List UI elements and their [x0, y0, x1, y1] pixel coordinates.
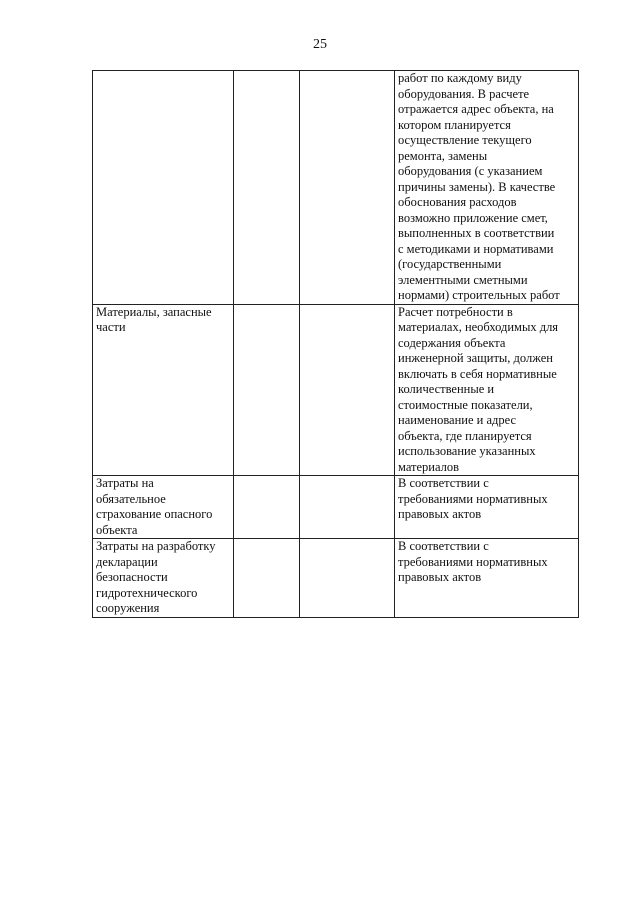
cost-item-cell: Материалы, запасные части: [93, 304, 234, 476]
justification-cell: В соответствии с требованиями нормативных правовых актов: [395, 539, 579, 618]
justification-cell: Расчет потребности в материалах, необходимых для содержания объекта инженерной защиты, должен включать в себя нормативные количественные и стоимостные показатели, наименование и адрес объекта, где планируется использование указанных материалов: [395, 304, 579, 476]
empty-cell: [300, 304, 395, 476]
justification-cell: В соответствии с требованиями нормативных правовых актов: [395, 476, 579, 539]
cost-item-cell: Затраты на разработку декларации безопасности гидротехнического сооружения: [93, 539, 234, 618]
empty-cell: [234, 304, 300, 476]
cost-item-cell: [93, 71, 234, 305]
table-row: [93, 304, 579, 476]
justification-cell: работ по каждому виду оборудования. В расчете отражается адрес объекта, на котором планируется осуществление текущего ремонта, замены оборудования (с указанием причины замены). В качестве обоснования расходов возможно приложение смет, выполненных в соответствии с методиками и нормативами (государственными элементными сметными нормами) строительных работ: [395, 71, 579, 305]
empty-cell: [234, 539, 300, 618]
empty-cell: [300, 476, 395, 539]
table-row: [93, 539, 579, 618]
empty-cell: [234, 476, 300, 539]
empty-cell: [234, 71, 300, 305]
empty-cell: [300, 71, 395, 305]
page-number: 25: [313, 37, 327, 52]
expenses-table: [92, 70, 579, 618]
table-row: [93, 476, 579, 539]
empty-cell: [300, 539, 395, 618]
table-row: [93, 71, 579, 305]
cost-item-cell: Затраты на обязательное страхование опасного объекта: [93, 476, 234, 539]
